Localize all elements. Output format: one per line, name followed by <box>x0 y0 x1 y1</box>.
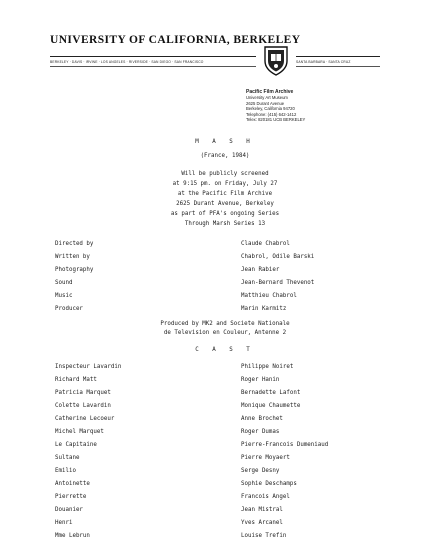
cast-role: Patricia Marquet <box>55 390 111 396</box>
cast-actor: Yves Arcanel <box>241 520 283 526</box>
cast-heading: C A S T <box>195 347 255 353</box>
production-note-line2: de Television en Couleur, Antenne 2 <box>163 330 287 336</box>
cast-role: Sultane <box>55 455 80 461</box>
credit-role: Directed by <box>55 241 94 247</box>
address-block <box>246 90 305 122</box>
cast-actor: Serge Desny <box>241 468 280 474</box>
cast-role: Inspecteur Lavardin <box>55 364 122 370</box>
credit-role: Music <box>55 293 73 299</box>
letterhead-rule-right-bottom <box>296 66 380 67</box>
credit-name: Jean-Bernard Thevenot <box>241 280 315 286</box>
address-line: University Art Museum <box>246 95 288 101</box>
cast-actor: Monique Chaumette <box>241 403 301 409</box>
cast-role: Douanier <box>55 507 83 513</box>
credit-role: Sound <box>55 280 73 286</box>
cast-role: Henri <box>55 520 73 526</box>
screening-dates: Through Marsh Series 13 <box>184 221 266 227</box>
cast-role: Colette Lavardin <box>55 403 111 409</box>
cast-actor: Anne Brochet <box>241 416 283 422</box>
cast-role: Richard Matt <box>55 377 97 383</box>
cast-actor: Bernadette Lafont <box>241 390 301 396</box>
cast-actor: Pierre-Francois Dumeniaud <box>241 442 329 448</box>
credit-name: Chabrol, Odile Barski <box>241 254 315 260</box>
cast-role: Mme Lebrun <box>55 533 90 539</box>
cast-actor: Louise Trefin <box>241 533 287 539</box>
credit-role: Written by <box>55 254 90 260</box>
credit-role: Producer <box>55 306 83 312</box>
cast-actor: Pierre Moyaert <box>241 455 290 461</box>
address-line: 2625 Durant Avenue <box>246 100 285 106</box>
letterhead-rule-right <box>296 56 380 57</box>
screening-street: 2625 Durant Avenue, Berkeley <box>176 201 274 207</box>
credit-name: Marin Karmitz <box>241 306 287 312</box>
cast-role: Pierrette <box>55 494 87 500</box>
film-subtitle: (France, 1984) <box>200 153 250 159</box>
film-title: M A S H <box>195 139 255 145</box>
address-line: Berkeley, California 94720 <box>246 106 295 112</box>
address-line: Telex: 820181 UCB BERKELEY <box>246 117 306 123</box>
cast-actor: Jean Mistral <box>241 507 283 513</box>
screening-line: Will be publicly screened <box>181 171 269 177</box>
letterhead-rule-left <box>50 56 256 57</box>
address-line: Telephone: (415) 642-1412 <box>246 111 297 117</box>
screening-venue: at the Pacific Film Archive <box>177 191 273 197</box>
cast-role: Emilio <box>55 468 76 474</box>
credit-name: Matthieu Chabrol <box>241 293 297 299</box>
cast-actor: Francois Angel <box>241 494 290 500</box>
cast-actor: Sophie Deschamps <box>241 481 297 487</box>
cast-actor: Roger Hanin <box>241 377 280 383</box>
credit-name: Jean Rabier <box>241 267 280 273</box>
cast-actor: Philippe Noiret <box>241 364 294 370</box>
cast-actor: Roger Dumas <box>241 429 280 435</box>
university-seal-icon <box>262 44 290 76</box>
production-note-line1: Produced by MK2 and Societe Nationale <box>160 321 290 327</box>
cast-role: Catherine Lecoeur <box>55 416 115 422</box>
campus-list-left: BERKELEY · DAVIS · IRVINE · LOS ANGELES · RIVERSIDE · SAN DIEGO · SAN FRANCISCO <box>50 60 204 64</box>
screening-time: at 9:15 pm. on Friday, July 27 <box>172 181 278 187</box>
screening-series: as part of PFA's ongoing Series <box>170 211 280 217</box>
cast-role: Le Capitaine <box>55 442 97 448</box>
university-name: UNIVERSITY OF CALIFORNIA, BERKELEY <box>50 34 301 46</box>
credit-role: Photography <box>55 267 94 273</box>
cast-role: Michel Marquet <box>55 429 104 435</box>
letterhead-rule-left-bottom <box>50 66 256 67</box>
address-line: Pacific Film Archive <box>246 89 294 95</box>
credit-name: Claude Chabrol <box>241 241 290 247</box>
cast-role: Antoinette <box>55 481 90 487</box>
campus-list-right: SANTA BARBARA · SANTA CRUZ <box>296 60 351 64</box>
